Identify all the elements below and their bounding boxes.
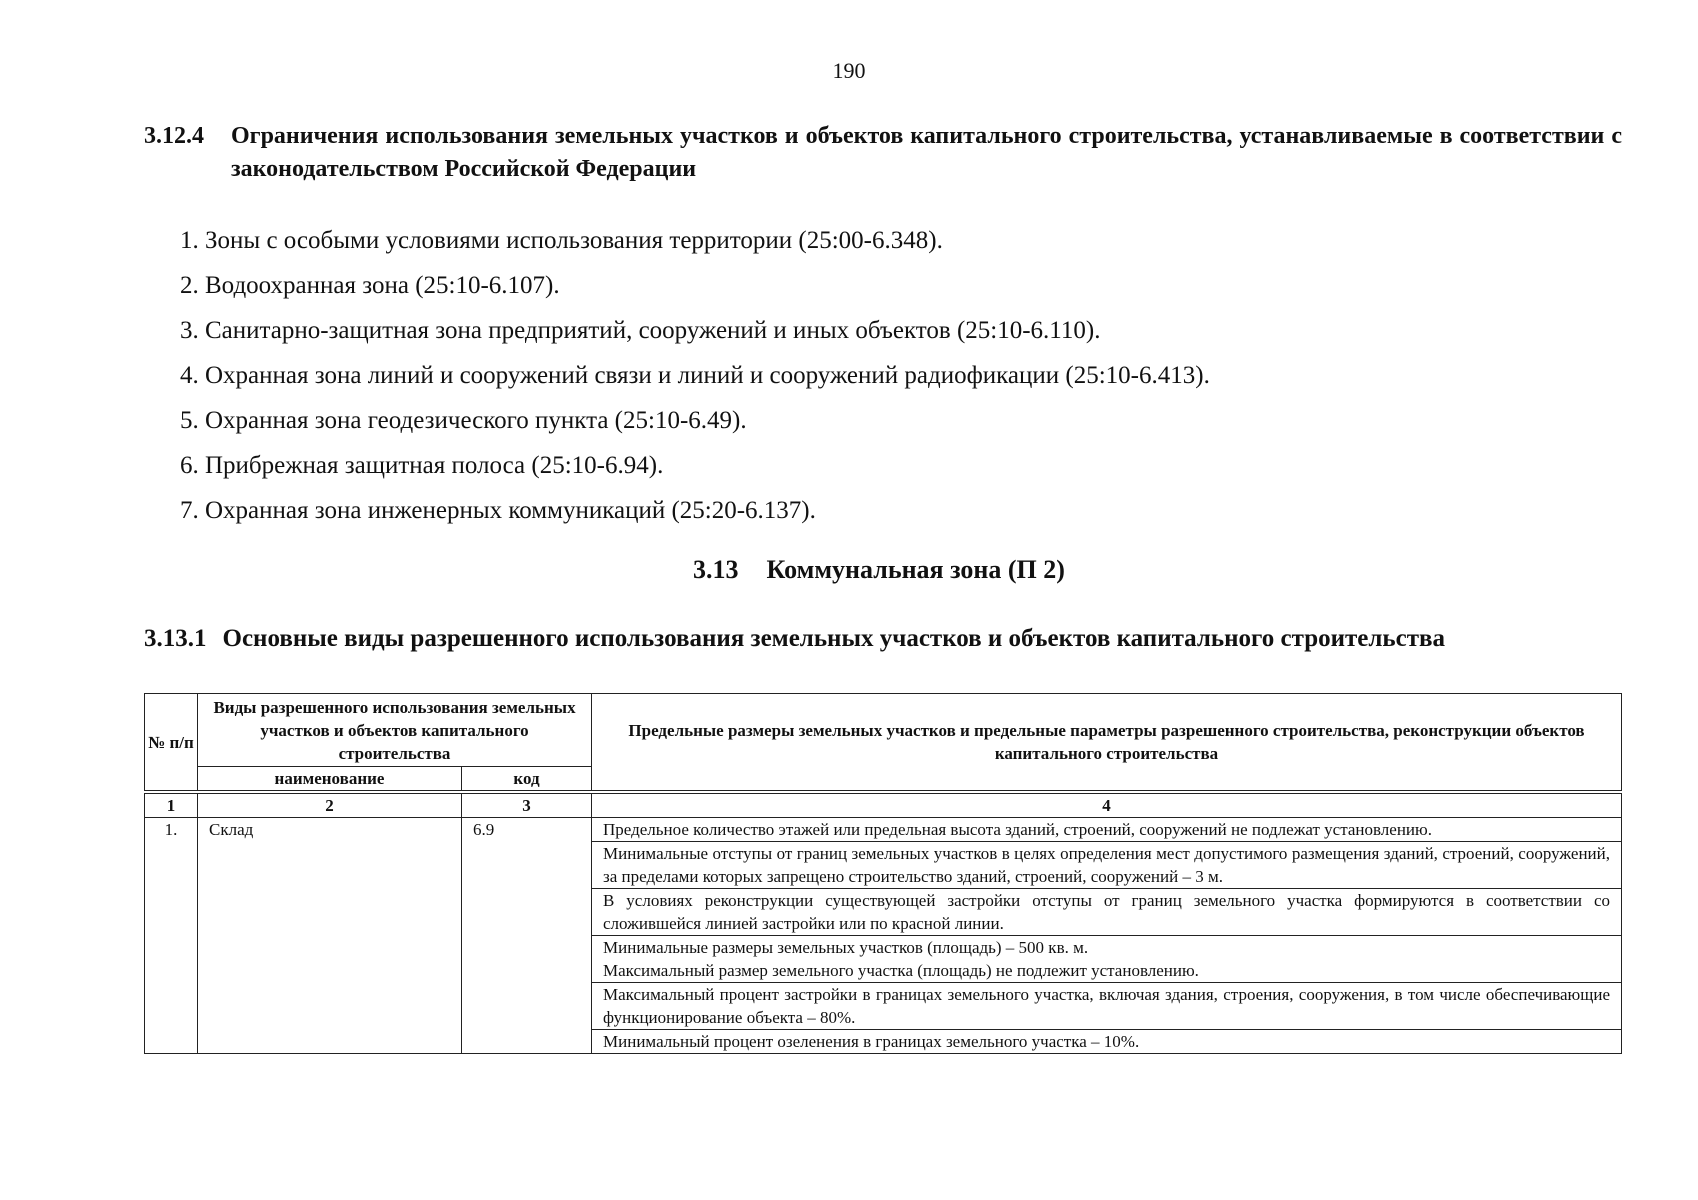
column-number: 1 — [145, 794, 198, 818]
table-row — [145, 818, 1622, 842]
page-number: 190 — [832, 58, 866, 83]
section-title: Ограничения использования земельных участков и объектов капитального строительства, устанавливаемые в соответствии с законодательством Российской Федерации — [231, 123, 1622, 182]
list-item: 2. Водоохранная зона (25:10-6.107). — [180, 272, 560, 299]
subsection-heading-3-13-1 — [144, 625, 1445, 653]
list-item: 7. Охранная зона инженерных коммуникаций (25:20-6.137). — [180, 497, 816, 524]
section-number: 3.12.4 — [144, 123, 204, 149]
column-numbers-row — [145, 794, 1622, 818]
parameter-cell — [592, 889, 1622, 936]
use-code: 6.9 — [462, 818, 592, 1054]
list-item: 6. Прибрежная защитная полоса (25:10-6.94). — [180, 452, 664, 479]
list-item: 1. Зоны с особыми условиями использования территории (25:00-6.348). — [180, 227, 943, 254]
parameter-text: Предельное количество этажей или предельная высота зданий, строений, сооружений не подлежат установлению. — [603, 820, 1432, 839]
list-item: 3. Санитарно-защитная зона предприятий, сооружений и иных объектов (25:10-6.110). — [180, 317, 1101, 344]
parameter-text: Минимальные размеры земельных участков (площадь) – 500 кв. м. — [603, 938, 1089, 957]
parameter-text: Максимальный процент застройки в границах земельного участка, включая здания, строения, сооружения, в том числе обеспечивающие функционирование объекта – 80%. — [603, 985, 1610, 1027]
restrictions-list — [180, 218, 1210, 533]
parameter-text: Минимальные отступы от границ земельных участков в целях определения мест допустимого размещения зданий, строений, сооружений, за пределами которых запрещено строительство зданий, строений, сооружений – 3 м. — [603, 844, 1610, 886]
header-code: код — [462, 767, 592, 791]
list-item: 5. Охранная зона геодезического пункта (25:10-6.49). — [180, 407, 747, 434]
parameter-text: В условиях реконструкции существующей застройки отступы от границ земельного участка формируются в соответствии со сложившейся линией застройки или по красной линии. — [603, 891, 1610, 933]
subsection-number: 3.13.1 — [144, 625, 207, 652]
section-heading-3-12-4 — [144, 120, 1622, 186]
subsection-title: Основные виды разрешенного использования земельных участков и объектов капитального строительства — [222, 625, 1446, 652]
parameter-cell — [592, 842, 1622, 889]
parameter-cell — [592, 818, 1622, 842]
permitted-use-table — [144, 693, 1622, 1054]
parameter-text: Максимальный размер земельного участка (площадь) не подлежит установлению. — [603, 961, 1199, 980]
list-item: 4. Охранная зона линий и сооружений связи и линий и сооружений радиофикации (25:10-6.413). — [180, 362, 1210, 389]
column-number: 3 — [462, 794, 592, 818]
use-name: Склад — [198, 818, 462, 1054]
zone-number: 3.13 — [693, 555, 739, 584]
header-num: № п/п — [145, 694, 198, 791]
header-name: наименование — [198, 767, 462, 791]
parameter-cell — [592, 1030, 1622, 1054]
parameter-text: Минимальный процент озеленения в границах земельного участка – 10%. — [603, 1032, 1140, 1051]
parameter-cell — [592, 936, 1622, 983]
zone-heading-3-13 — [0, 555, 1698, 585]
column-number: 4 — [592, 794, 1622, 818]
parameter-cell — [592, 983, 1622, 1030]
column-number: 2 — [198, 794, 462, 818]
row-number: 1. — [145, 818, 198, 1054]
zone-title: Коммунальная зона (П 2) — [766, 555, 1065, 584]
header-params: Предельные размеры земельных участков и предельные параметры разрешенного строительства, реконструкции объектов капитального строительства — [592, 694, 1622, 791]
header-types: Виды разрешенного использования земельных участков и объектов капитального строительства — [198, 694, 592, 767]
